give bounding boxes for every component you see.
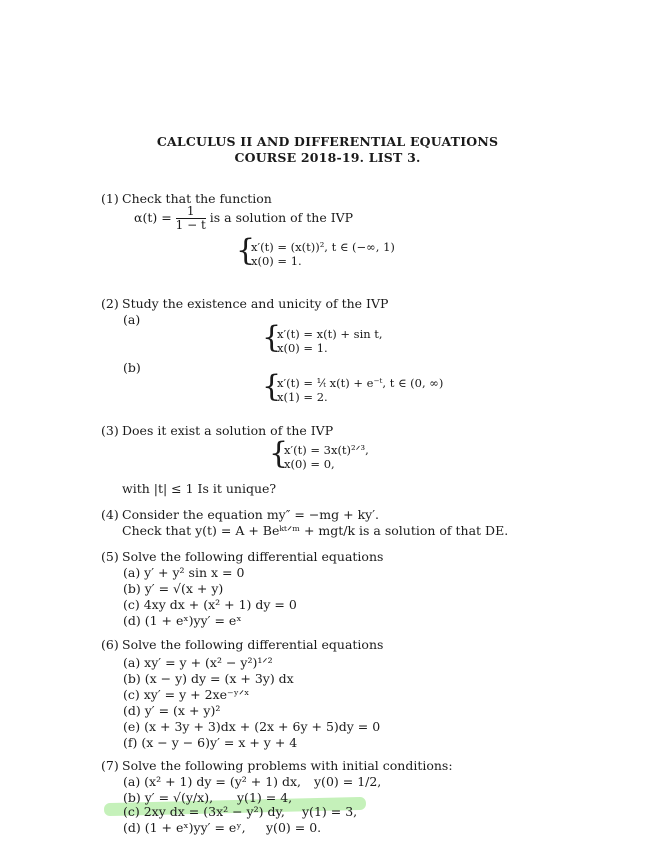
problem-1-text: Check that the function xyxy=(122,191,272,206)
problem-7c-initial-condition: y(1) = 3, xyxy=(302,804,358,819)
problem-1-number: (1) xyxy=(101,191,119,206)
system-eq: x′(t) = 3x(t)²ᐟ³, xyxy=(284,443,369,457)
problem-6f: (f) (x − y − 6)y′ = x + y + 4 xyxy=(123,735,298,750)
alpha-numerator: 1 xyxy=(176,205,206,219)
problem-2a-label: (a) xyxy=(123,312,141,327)
problem-4-text: Consider the equation my″ = −mg + ky′. xyxy=(122,507,380,522)
problem-6-text: Solve the following differential equations xyxy=(122,637,384,652)
problem-2a-system xyxy=(277,327,383,355)
alpha-denominator: 1 − t xyxy=(175,218,206,232)
problem-6a: (a) xy′ = y + (x² − y²)¹ᐟ² xyxy=(123,655,273,670)
document-title-line-2: COURSE 2018-19. LIST 3. xyxy=(234,150,421,165)
problem-6d: (d) y′ = (x + y)² xyxy=(123,703,221,718)
problem-5-text: Solve the following differential equations xyxy=(122,549,384,564)
system-eq: x′(t) = (x(t))², t ∈ (−∞, 1) xyxy=(251,240,395,254)
problem-5-number: (5) xyxy=(101,549,119,564)
problem-5a: (a) y′ + y² sin x = 0 xyxy=(123,565,245,580)
problem-1-system xyxy=(251,240,395,268)
system-eq: x′(t) = x(t) + sin t, xyxy=(277,327,383,341)
system-eq: x′(t) = ¹⁄ₜ x(t) + e⁻ᵗ, t ∈ (0, ∞) xyxy=(277,376,444,390)
problem-7b-equation: (b) y′ = √(y/x), xyxy=(123,790,214,805)
problem-1-alpha xyxy=(134,205,353,232)
problem-7a-initial-condition: y(0) = 1/2, xyxy=(314,774,382,789)
system-ic: x(0) = 0, xyxy=(284,457,335,471)
problem-3-text: Does it exist a solution of the IVP xyxy=(122,423,334,438)
problem-3-system xyxy=(284,443,369,471)
system-ic: x(1) = 2. xyxy=(277,390,328,404)
alpha-lhs: α(t) = xyxy=(134,210,172,225)
problem-7c-equation: (c) 2xy dx = (3x² − y²) dy, xyxy=(123,804,285,819)
problem-4-number: (4) xyxy=(101,507,119,522)
problem-7-number: (7) xyxy=(101,758,119,773)
problem-6b: (b) (x − y) dy = (x + 3y) dx xyxy=(123,671,294,686)
problem-2-number: (2) xyxy=(101,296,119,311)
system-ic: x(0) = 1. xyxy=(251,254,302,268)
problem-7b-initial-condition: y(1) = 4, xyxy=(237,790,293,805)
problem-2b-label: (b) xyxy=(123,360,141,375)
problem-4-text-2: Check that y(t) = A + Beᵏᵗᐟᵐ + mgt/k is a solution of that DE. xyxy=(122,523,509,538)
problem-3-after: with |t| ≤ 1 Is it unique? xyxy=(122,481,277,496)
brace-icon: { xyxy=(269,436,289,471)
problem-6c: (c) xy′ = y + 2xe⁻ʸᐟˣ xyxy=(123,687,250,702)
system-ic: x(0) = 1. xyxy=(277,341,328,355)
problem-2-text: Study the existence and unicity of the IVP xyxy=(122,296,389,311)
problem-5d: (d) (1 + eˣ)yy′ = eˣ xyxy=(123,613,242,628)
brace-icon: { xyxy=(236,233,256,268)
problem-6e: (e) (x + 3y + 3)dx + (2x + 6y + 5)dy = 0 xyxy=(123,719,381,734)
brace-icon: { xyxy=(262,369,282,404)
alpha-fraction xyxy=(176,205,206,232)
problem-7a-equation: (a) (x² + 1) dy = (y² + 1) dx, xyxy=(123,774,302,789)
problem-6-number: (6) xyxy=(101,637,119,652)
problem-2b-system xyxy=(277,376,443,404)
problem-5c: (c) 4xy dx + (x² + 1) dy = 0 xyxy=(123,597,297,612)
brace-icon: { xyxy=(262,320,282,355)
document-title-line-1: CALCULUS II AND DIFFERENTIAL EQUATIONS xyxy=(156,134,499,149)
alpha-rest: is a solution of the IVP xyxy=(209,210,354,225)
problem-7-text: Solve the following problems with initial conditions: xyxy=(122,758,453,773)
problem-3-number: (3) xyxy=(101,423,119,438)
problem-7d-initial-condition: y(0) = 0. xyxy=(266,820,322,835)
problem-5b: (b) y′ = √(x + y) xyxy=(123,581,224,596)
problem-7d-equation: (d) (1 + eˣ)yy′ = eʸ, xyxy=(123,820,246,835)
